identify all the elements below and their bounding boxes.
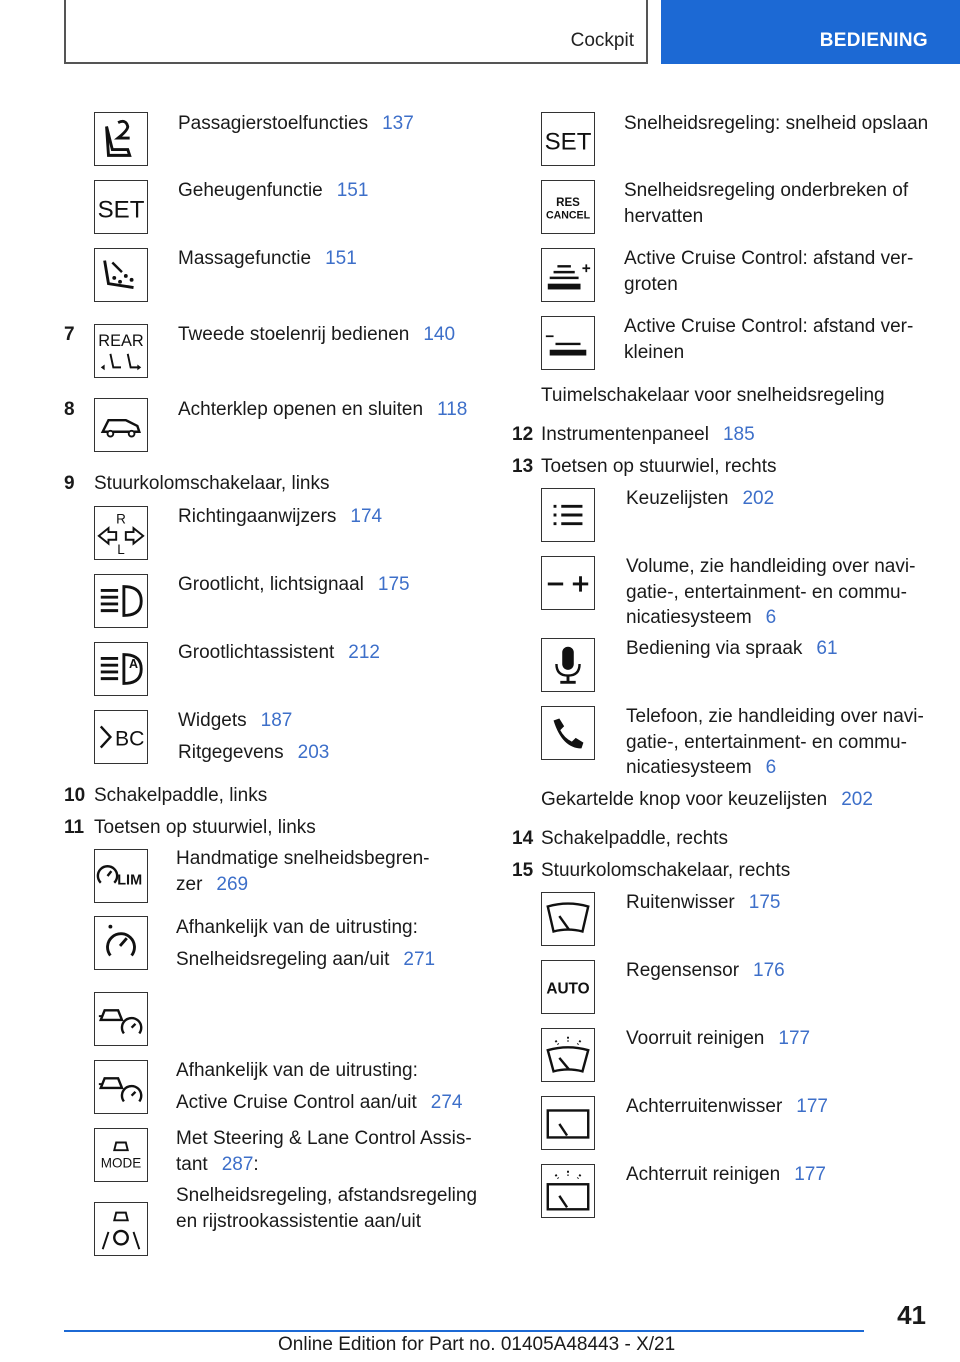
combo-line1: Snelheidsregeling, afstandsregeling: [176, 1185, 478, 1206]
page-ref[interactable]: 177: [796, 1096, 828, 1117]
item-number: 12: [512, 424, 534, 445]
rear-washer-entry: [626, 1162, 826, 1188]
phone-line1: Telefoon, zie handleiding over navi-: [626, 706, 924, 727]
turn-signal-icon: [94, 506, 148, 560]
page-ref[interactable]: 175: [748, 892, 781, 913]
item-10-label: Schakelpaddle, links: [94, 785, 268, 806]
item-number: 8: [64, 399, 75, 420]
icon-text: SET: [97, 196, 145, 224]
item-number: 13: [512, 456, 534, 477]
high-beam-assist-icon: [94, 642, 148, 696]
high-beam-entry: [178, 572, 410, 598]
entry-label: Snelheidsregeling aan/uit: [176, 949, 390, 970]
item-number: 14: [512, 828, 534, 849]
entry-label: Tweede stoelenrij bedienen: [178, 324, 410, 345]
massage-icon: [94, 248, 148, 302]
page-ref[interactable]: 61: [816, 638, 838, 659]
item-12-entry: [541, 422, 755, 448]
icon-text: MODE: [100, 1155, 142, 1171]
massage-entry: [178, 246, 357, 272]
cruise-entry: [176, 947, 435, 973]
memory-entry: [178, 178, 368, 204]
entry-label: nicatiesysteem: [626, 607, 752, 628]
res-cancel-icon: [541, 180, 595, 234]
page-ref[interactable]: 151: [336, 180, 369, 201]
memory-set-icon: [94, 180, 148, 234]
entry-suffix: :: [253, 1154, 259, 1175]
page-ref[interactable]: 176: [753, 960, 785, 981]
distance-increase-icon: [541, 248, 595, 302]
entry-label: Achterklep openen en sluiten: [178, 399, 424, 420]
item-11-label: Toetsen op stuurwiel, links: [94, 817, 316, 838]
page-ref[interactable]: 137: [382, 113, 414, 134]
entry-label: Grootlicht, lichtsignaal: [178, 574, 364, 595]
item-13-label: Toetsen op stuurwiel, rechts: [541, 456, 777, 477]
page-ref[interactable]: 6: [765, 607, 777, 628]
page-ref[interactable]: 175: [377, 574, 410, 595]
rear-wiper-entry: [626, 1094, 828, 1120]
speed-limiter-icon: [94, 849, 148, 903]
icon-text: BC: [114, 727, 145, 751]
header-chapter: BEDIENING: [819, 30, 928, 51]
rear-wiper-icon: [541, 1096, 595, 1150]
steering-assist-line1: Met Steering & Lane Control Assis-: [176, 1128, 472, 1149]
acc-entry: [176, 1090, 462, 1116]
list-icon: [541, 488, 595, 542]
cruise-control-icon: [94, 916, 148, 970]
equipment-note-1: Afhankelijk van de uitrusting:: [176, 917, 418, 938]
wiper-icon: [541, 892, 595, 946]
mode-icon: [94, 1128, 148, 1182]
entry-label: zer: [176, 874, 203, 895]
item-number: 7: [64, 324, 75, 345]
res-cancel-line2: hervatten: [624, 206, 704, 227]
page-ref[interactable]: 274: [430, 1092, 463, 1113]
entry-label: Regensensor: [626, 960, 740, 981]
distance-increase-line2: groten: [624, 274, 678, 295]
indicators-entry: [178, 504, 382, 530]
set-speed-icon: [541, 112, 595, 166]
item-8-entry: [178, 397, 467, 423]
icon-text: A: [129, 657, 139, 672]
rear-seat-icon: [94, 324, 148, 378]
entry-label: Active Cruise Control aan/uit: [176, 1092, 417, 1113]
distance-decrease-line2: kleinen: [624, 342, 685, 363]
item-14-label: Schakelpaddle, rechts: [541, 828, 728, 849]
page-ref[interactable]: 212: [348, 642, 380, 663]
entry-label: Keuzelijsten: [626, 488, 729, 509]
entry-label: Massagefunctie: [178, 248, 312, 269]
entry-label: Ruitenwisser: [626, 892, 735, 913]
item-number: 9: [64, 473, 75, 494]
entry-label: Instrumentenpaneel: [541, 424, 709, 445]
microphone-icon: [541, 638, 595, 692]
phone-line2: gatie-, entertainment- en commu-: [626, 732, 907, 753]
entry-label: Ritgegevens: [178, 742, 284, 763]
speed-limiter-entry: [176, 872, 248, 898]
tailgate-icon: [94, 398, 148, 452]
equipment-note-2: Afhankelijk van de uitrusting:: [176, 1060, 418, 1081]
icon-text: SET: [544, 128, 592, 156]
speed-limiter-line1: Handmatige snelheidsbegren-: [176, 848, 430, 869]
entry-label: Bediening via spraak: [626, 638, 803, 659]
page-ref[interactable]: 269: [216, 874, 249, 895]
icon-text: AUTO: [546, 980, 590, 998]
entry-label: Passagierstoelfuncties: [178, 113, 369, 134]
voice-entry: [626, 636, 838, 662]
entry-label: Achterruit reinigen: [626, 1164, 781, 1185]
page-ref[interactable]: 187: [260, 710, 293, 731]
lists-entry: [626, 486, 774, 512]
volume-line1: Volume, zie handleiding over navi-: [626, 556, 916, 577]
header-section-box: [64, 0, 648, 64]
passenger-seat-icon: [94, 112, 148, 166]
acc-car-icon: [94, 1060, 148, 1114]
entry-label: Voorruit reinigen: [626, 1028, 765, 1049]
combo-line2: en rijstrookassistentie aan/uit: [176, 1211, 422, 1232]
item-number: 10: [64, 785, 86, 806]
entry-label: nicatiesysteem: [626, 757, 752, 778]
volume-entry: [626, 605, 776, 631]
trip-data-entry: [178, 740, 329, 766]
passenger-seat-entry: [178, 111, 414, 137]
high-beam-icon: [94, 574, 148, 628]
page-ref[interactable]: 6: [765, 757, 777, 778]
washer-icon: [541, 1028, 595, 1082]
rocker-switch-label: Tuimelschakelaar voor snelheidsregeling: [541, 385, 885, 406]
icon-text: LIM: [117, 872, 143, 889]
item-9-label: Stuurkolomschakelaar, links: [94, 473, 330, 494]
page-ref[interactable]: 177: [778, 1028, 811, 1049]
widgets-entry: [178, 708, 292, 734]
volume-line2: gatie-, entertainment- en commu-: [626, 582, 907, 603]
wiper-entry: [626, 890, 780, 916]
page-number: 41: [897, 1300, 926, 1330]
footer-edition: Online Edition for Part no. 01405A48443 - X/21: [278, 1334, 676, 1355]
item-7-entry: [178, 322, 455, 348]
entry-label: tant: [176, 1154, 208, 1175]
header-chapter-box: [661, 0, 960, 64]
rain-sensor-icon: [541, 960, 595, 1014]
page-ref[interactable]: 118: [437, 399, 468, 420]
entry-label: Richtingaanwijzers: [178, 506, 337, 527]
entry-label: Achterruitenwisser: [626, 1096, 783, 1117]
page-ref[interactable]: 271: [403, 949, 436, 970]
washer-entry: [626, 1026, 810, 1052]
page-ref[interactable]: 287: [221, 1154, 254, 1175]
entry-label: Widgets: [178, 710, 247, 731]
item-15-label: Stuurkolomschakelaar, rechts: [541, 860, 791, 881]
page-ref[interactable]: 202: [742, 488, 775, 509]
phone-icon: [541, 706, 595, 760]
page-ref[interactable]: 202: [841, 789, 873, 810]
distance-decrease-line1: Active Cruise Control: afstand ver-: [624, 316, 914, 337]
lane-assist-icon: [94, 1202, 148, 1256]
page-ref[interactable]: 185: [722, 424, 755, 445]
entry-label: Geheugenfunctie: [178, 180, 323, 201]
icon-text: L: [117, 542, 125, 558]
page-ref[interactable]: 203: [297, 742, 330, 763]
page-ref[interactable]: 151: [325, 248, 357, 269]
bc-icon: [94, 710, 148, 764]
distance-increase-line1: Active Cruise Control: afstand ver-: [624, 248, 914, 269]
entry-label: Gekartelde knop voor keuzelijsten: [541, 789, 828, 810]
item-number: 11: [64, 817, 85, 838]
steering-assist-entry: [176, 1152, 259, 1178]
icon-text: CANCEL: [545, 209, 591, 222]
rain-sensor-entry: [626, 958, 785, 984]
page-ref[interactable]: 177: [794, 1164, 826, 1185]
page-ref[interactable]: 174: [350, 506, 383, 527]
phone-entry: [626, 755, 776, 781]
high-beam-assist-entry: [178, 640, 380, 666]
set-speed-label: Snelheidsregeling: snelheid opslaan: [624, 113, 929, 134]
entry-label: Grootlichtassistent: [178, 642, 335, 663]
volume-icon: [541, 556, 595, 610]
acc-car-icon: [94, 992, 148, 1046]
icon-text: R: [116, 511, 126, 527]
item-number: 15: [512, 860, 534, 881]
knurled-knob-entry: [541, 787, 873, 813]
icon-text: RES: [556, 197, 580, 210]
distance-decrease-icon: [541, 316, 595, 370]
res-cancel-line1: Snelheidsregeling onderbreken of: [624, 180, 909, 201]
page-ref[interactable]: 140: [423, 324, 456, 345]
rear-washer-icon: [541, 1164, 595, 1218]
footer-divider: [64, 1330, 864, 1332]
icon-text: REAR: [98, 332, 144, 351]
header-section: Cockpit: [570, 30, 634, 51]
